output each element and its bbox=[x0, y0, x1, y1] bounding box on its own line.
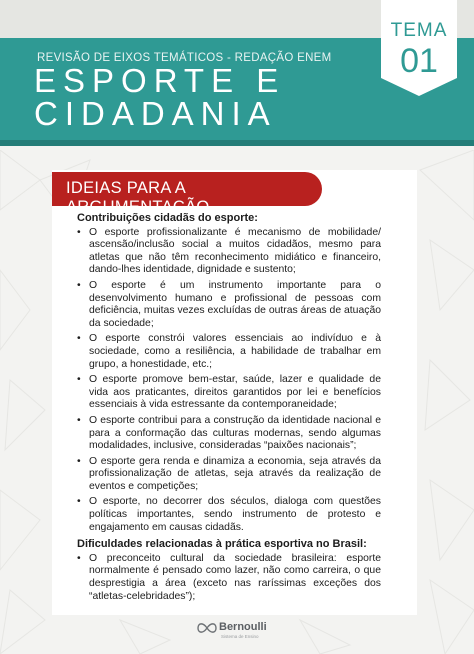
header-title-line-2: CIDADANIA bbox=[34, 95, 277, 132]
header-subtitle: REVISÃO DE EIXOS TEMÁTICOS - REDAÇÃO ENEM bbox=[37, 52, 332, 64]
list-item: • O esporte promove bem-estar, saúde, lazer e qualidade de vida aos praticantes, direitos garantidos por lei e benefícios essenciais à vida estressante da contemporaneidade; bbox=[77, 374, 381, 412]
content-body bbox=[77, 212, 381, 606]
ideas-banner bbox=[52, 172, 322, 216]
list-item: • O esporte contribui para a construção da identidade nacional e para a conformação das culturas modernas, sendo algumas modalidades, inclusive, consideradas “paixões nacionais”; bbox=[77, 415, 381, 453]
difficulties-list bbox=[77, 553, 381, 603]
list-item: • O preconceito cultural da sociedade brasileira: esporte normalmente é pensado como lazer, não como carreira, o que desprestigia a área (exceto nas raríssimas exceções dos “atletas-celebridades”); bbox=[77, 553, 381, 603]
section-heading-contributions: Contribuições cidadãs do esporte: bbox=[77, 212, 258, 224]
logo-tagline: Sistema de Ensino bbox=[221, 634, 259, 639]
list-item: • O esporte profissionalizante é mecanismo de mobilidade/ ascensão/inclusão social a muitos cidadãos, mesmo para atletas que não têm reconhecimento midiático e financeiro, dando-lhes identidade, dignidade e sustento; bbox=[77, 227, 381, 277]
list-item: • O esporte é um instrumento importante para o desenvolvimento humano e profissional de pessoas com deficiência, muitas vezes excluídas de outras áreas de atuação da sociedade; bbox=[77, 280, 381, 330]
ideas-banner-label: IDEIAS PARA A ARGUMENTAÇÃO bbox=[66, 179, 210, 216]
tema-label: TEMA bbox=[390, 20, 448, 41]
contributions-list bbox=[77, 227, 381, 535]
logo-name: Bernoulli bbox=[219, 621, 267, 633]
list-item: • O esporte, no decorrer dos séculos, dialoga com questões políticas importantes, sendo instrumento de protesto e engajamento em causas cidadãs. bbox=[77, 496, 381, 534]
list-item: • O esporte gera renda e dinamiza a economia, seja através da profissionalização de atletas, seja através da realização de eventos e competições; bbox=[77, 456, 381, 494]
bernoulli-logo bbox=[197, 620, 317, 642]
logo-mark-icon bbox=[197, 622, 217, 634]
section-heading-difficulties: Dificuldades relacionadas à prática esportiva no Brasil: bbox=[77, 538, 367, 551]
tema-number: 01 bbox=[400, 42, 438, 80]
list-item: • O esporte constrói valores essenciais ao indivíduo e à sociedade, como a resiliência, a habilidade de trabalhar em grupo, a honestidade, etc.; bbox=[77, 333, 381, 371]
header-title-line-1: ESPORTE E bbox=[34, 62, 286, 99]
header-bottom-edge bbox=[0, 140, 474, 146]
